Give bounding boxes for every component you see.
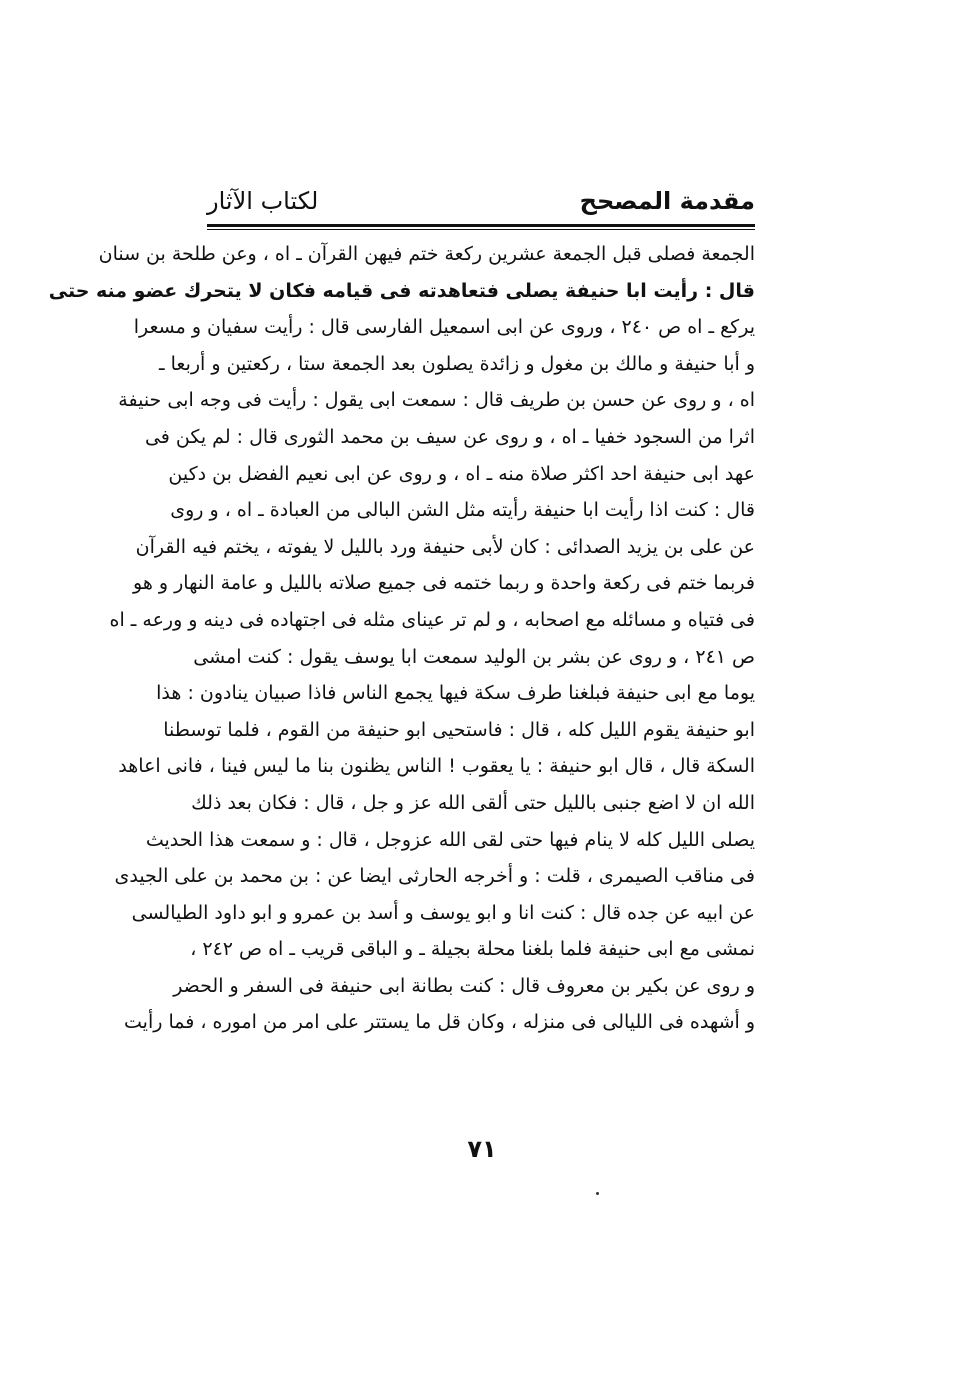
text-line: الله ان لا اضع جنبى بالليل حتى ألقى الله عز و جل ، قال : فكان بعد ذلك	[191, 791, 755, 814]
text-line: و أبا حنيفة و مالك بن مغول و زائدة يصلون بعد الجمعة ستا ، ركعتين و أربعا ـ	[159, 352, 755, 375]
text-line: يصلى الليل كله لا ينام فيها حتى لقى الله عزوجل ، قال : و سمعت هذا الحديث	[145, 828, 755, 851]
running-head	[207, 183, 755, 219]
text-line: قال : رأيت ابا حنيفة يصلى فتعاهدته فى قيامه فكان لا يتحرك عضو منه حتى	[48, 279, 755, 302]
text-line: فى فتياه و مسائله مع اصحابه ، و لم تر عيناى مثله فى اجتهاده فى دينه و ورعه ـ اه	[109, 608, 755, 631]
header-book-title: لكتاب الآثار	[207, 187, 319, 215]
text-line: و روى عن بكير بن معروف قال : كنت بطانة ابى حنيفة فى السفر و الحضر	[173, 974, 755, 997]
header-section-title: مقدمة المصحح	[579, 187, 755, 215]
text-line: ابو حنيفة يقوم الليل كله ، قال : فاستحيى ابو حنيفة من القوم ، فلما توسطنا	[163, 718, 755, 741]
text-line: السكة قال ، قال ابو حنيفة : يا يعقوب ! الناس يظنون بنا ما ليس فينا ، فانى اعاهد	[118, 755, 755, 778]
text-line: عن على بن يزيد الصدائى : كان لأبى حنيفة ورد بالليل لا يفوته ، يختم فيه القرآن	[135, 535, 755, 558]
text-line: عهد ابى حنيفة احد اكثر صلاة منه ـ اه ، و روى عن ابى نعيم الفضل بن دكين	[168, 462, 755, 485]
text-line: يوما مع ابى حنيفة فبلغنا طرف سكة فيها يجمع الناس فاذا صبيان ينادون : هذا	[156, 682, 755, 705]
text-line: و أشهده فى الليالى فى منزله ، وكان قل ما يستتر على امر من اموره ، فما رأيت	[124, 1011, 755, 1034]
text-line: يركع ـ اه ص ٢٤٠ ، وروى عن ابى اسمعيل الفارسى قال : رأيت سفيان و مسعرا	[133, 316, 755, 339]
header-rule-thick	[207, 224, 755, 227]
page-number: ٧١	[467, 1135, 497, 1163]
text-line: نمشى مع ابى حنيفة فلما بلغنا محلة بجيلة ـ و الباقى قريب ـ اه ص ٢٤٢ ،	[190, 938, 755, 961]
text-line: الجمعة فصلى قبل الجمعة عشرين ركعة ختم فيهن القرآن ـ اه ، وعن طلحة بن سنان	[98, 243, 755, 265]
header-rule-thin	[207, 229, 755, 230]
scan-speck	[596, 1192, 599, 1195]
text-line: قال : كنت اذا رأيت ابا حنيفة رأيته مثل الشن البالى من العبادة ـ اه ، و روى	[170, 499, 755, 522]
body-text	[48, 236, 755, 1041]
text-line: ص ٢٤١ ، و روى عن بشر بن الوليد سمعت ابا يوسف يقول : كنت امشى	[193, 645, 755, 668]
text-line: اثرا من السجود خفيا ـ اه ، و روى عن سيف بن محمد الثورى قال : لم يكن فى	[144, 425, 755, 448]
text-line: فربما ختم فى ركعة واحدة و ربما ختمه فى جميع صلاته بالليل و عامة النهار و هو	[133, 572, 755, 595]
text-line: عن ابيه عن جده قال : كنت انا و ابو يوسف و أسد بن عمرو و ابو داود الطيالسى	[131, 901, 755, 924]
text-line: اه ، و روى عن حسن بن طريف قال : سمعت ابى يقول : رأيت فى وجه ابى حنيفة	[118, 389, 755, 412]
text-line: فى مناقب الصيمرى ، قلت : و أخرجه الحارثى ايضا عن : بن محمد بن على الجيدى	[114, 865, 755, 888]
